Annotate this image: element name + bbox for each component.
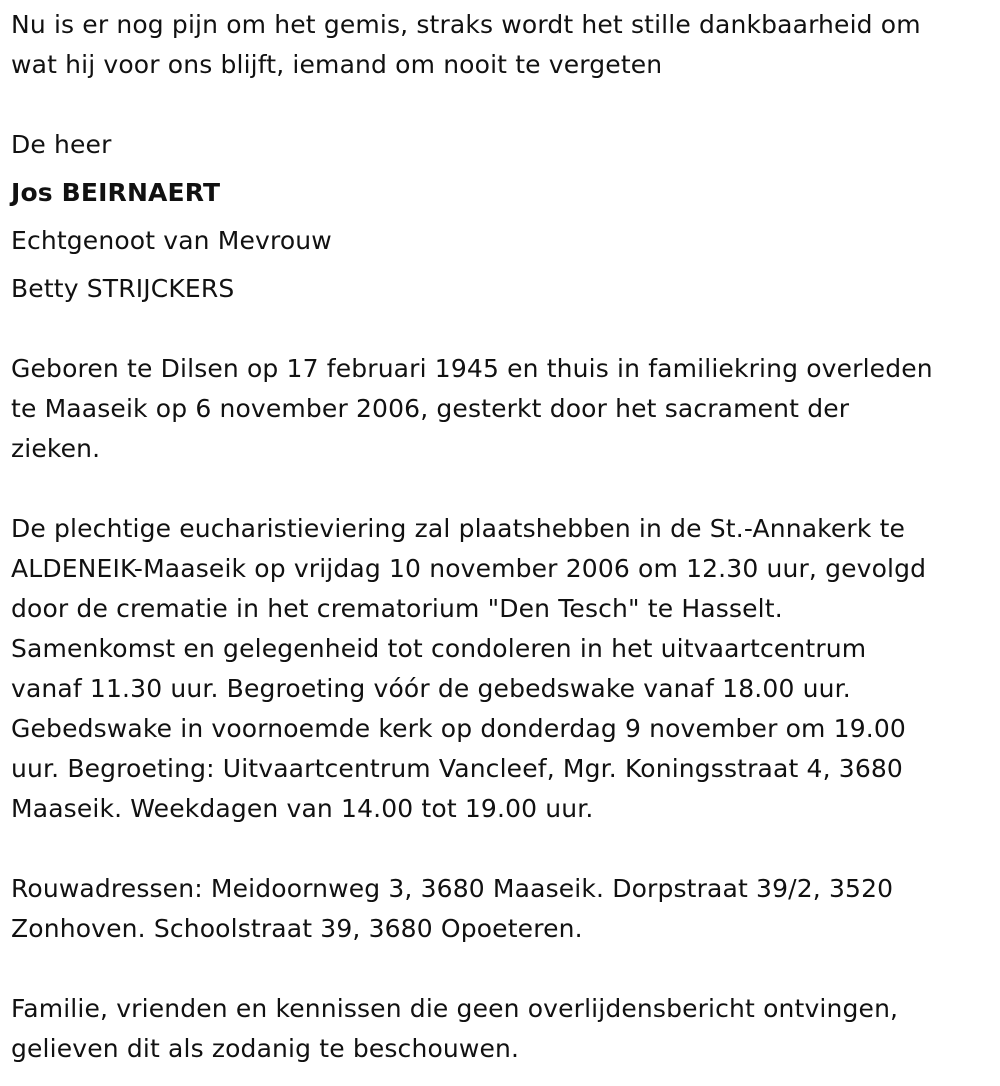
closing-line: gelieven dit als zodanig te beschouwen.: [11, 1034, 520, 1063]
birth-death-line: te Maaseik op 6 november 2006, gesterkt door het sacrament der: [11, 394, 850, 423]
ceremony-line: door de crematie in het crematorium "Den Tesch" te Hasselt.: [11, 594, 783, 623]
deceased-title: De heer: [11, 130, 112, 159]
deceased-name: Jos BEIRNAERT: [11, 178, 221, 207]
ceremony-line: Maaseik. Weekdagen van 14.00 tot 19.00 uur.: [11, 794, 594, 823]
intro-line: wat hij voor ons blijft, iemand om nooit te vergeten: [11, 50, 663, 79]
deceased-relation: Echtgenoot van Mevrouw: [11, 226, 332, 255]
birth-death-line: zieken.: [11, 434, 101, 463]
ceremony-line: Samenkomst en gelegenheid tot condoleren in het uitvaartcentrum: [11, 634, 867, 663]
birth-death-line: Geboren te Dilsen op 17 februari 1945 en thuis in familiekring overleden: [11, 354, 933, 383]
ceremony-line: vanaf 11.30 uur. Begroeting vóór de gebedswake vanaf 18.00 uur.: [11, 674, 851, 703]
ceremony-line: De plechtige eucharistieviering zal plaatshebben in de St.-Annakerk te: [11, 514, 906, 543]
closing-line: Familie, vrienden en kennissen die geen overlijdensbericht ontvingen,: [11, 994, 899, 1023]
addresses-line: Zonhoven. Schoolstraat 39, 3680 Opoeteren.: [11, 914, 583, 943]
ceremony-line: Gebedswake in voornoemde kerk op donderdag 9 november om 19.00: [11, 714, 906, 743]
spouse-name: Betty STRIJCKERS: [11, 274, 235, 303]
ceremony-line: ALDENEIK-Maaseik op vrijdag 10 november 2006 om 12.30 uur, gevolgd: [11, 554, 927, 583]
ceremony-line: uur. Begroeting: Uitvaartcentrum Vancleef, Mgr. Koningsstraat 4, 3680: [11, 754, 903, 783]
addresses-line: Rouwadressen: Meidoornweg 3, 3680 Maaseik. Dorpstraat 39/2, 3520: [11, 874, 894, 903]
intro-line: Nu is er nog pijn om het gemis, straks wordt het stille dankbaarheid om: [11, 10, 921, 39]
